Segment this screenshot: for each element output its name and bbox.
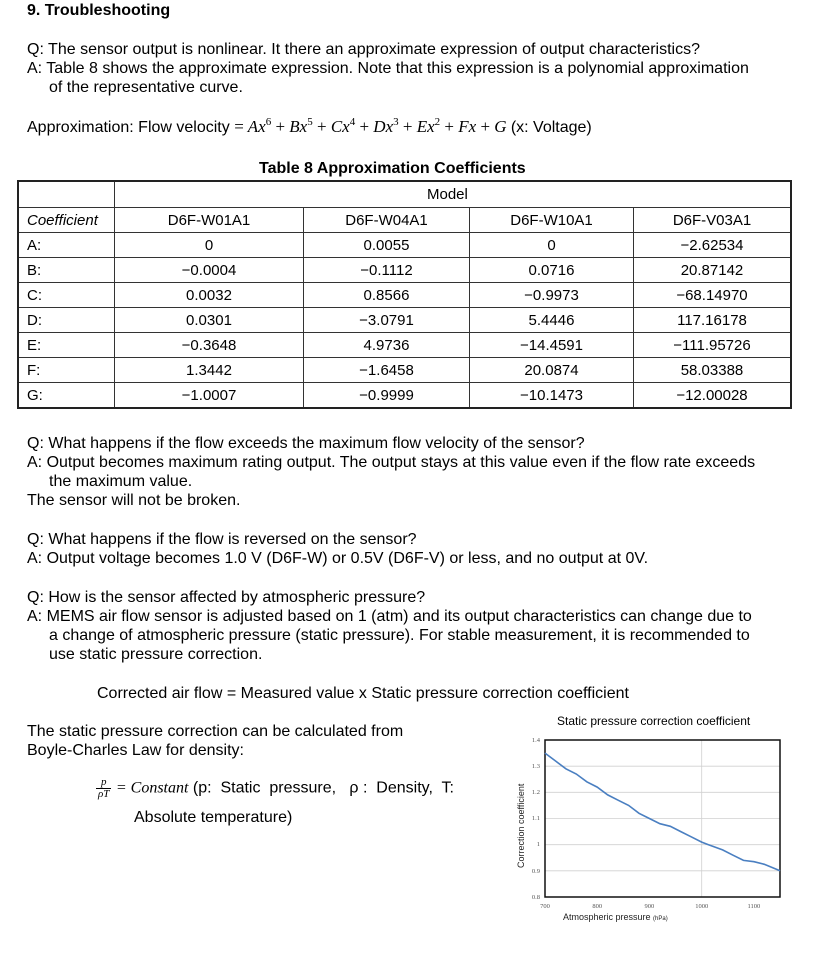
x-axis-ticks: [540, 903, 760, 910]
coefficient-header: Coefficient: [18, 208, 115, 233]
table-cell: 1.3442: [115, 358, 304, 383]
table-row: [18, 358, 791, 383]
table-cell: −0.9999: [304, 383, 470, 409]
term-d: Dx$^3$: [373, 116, 399, 136]
boyle-legend-line1: (p: Static pressure, ρ : Density, T:: [192, 779, 454, 797]
term-a: Ax$^6$: [247, 116, 272, 136]
table-cell: −3.0791: [304, 308, 470, 333]
svg-text:0.8: 0.8: [531, 894, 540, 901]
term-e: Ex$^2$: [416, 116, 441, 136]
faq2-question: Q: What happens if the flow exceeds the maximum flow velocity of the sensor?: [27, 435, 585, 452]
fraction-numerator: p: [96, 777, 111, 789]
table-cell: −1.6458: [304, 358, 470, 383]
faq2-answer-line3: The sensor will not be broken.: [27, 492, 241, 509]
faq2-answer-line2: the maximum value.: [49, 473, 193, 490]
term-g: G: [494, 117, 507, 136]
model-column-header: D6F-W10A1: [470, 208, 634, 233]
table-cell: 5.4446: [470, 308, 634, 333]
chart-title: Static pressure correction coefficient: [557, 714, 751, 728]
table-cell: 0: [470, 233, 634, 258]
faq1-answer-line2: of the representative curve.: [49, 79, 243, 96]
table-cell: 20.0874: [470, 358, 634, 383]
svg-text:0.9: 0.9: [531, 868, 540, 875]
row-label: B:: [18, 258, 115, 283]
svg-text:700: 700: [540, 903, 550, 910]
chart-gridlines: [545, 740, 780, 897]
faq1-answer-line1: A: Table 8 shows the approximate expression. Note that this expression is a polynomial approximation: [27, 60, 749, 77]
svg-text:1.1: 1.1: [531, 815, 540, 822]
term-f: Fx: [458, 117, 477, 136]
table-row: [18, 308, 791, 333]
row-label: C:: [18, 283, 115, 308]
svg-text:1000: 1000: [695, 903, 709, 910]
row-label: G:: [18, 383, 115, 409]
svg-text:1.4: 1.4: [531, 737, 540, 744]
faq4-question: Q: How is the sensor affected by atmospheric pressure?: [27, 589, 426, 606]
table-cell: 0.0032: [115, 283, 304, 308]
table-cell: −68.14970: [634, 283, 792, 308]
term-b: Bx$^5$: [289, 116, 313, 136]
equals-constant: = Constant: [115, 779, 189, 797]
row-label: E:: [18, 333, 115, 358]
table-cell: −14.4591: [470, 333, 634, 358]
polynomial-expression: = Ax$^6$ + Bx$^5$ + Cx$^4$ + Dx$^3$ + Ex$^2$ + Fx + G: [234, 116, 507, 136]
faq3-answer-line1: A: Output voltage becomes 1.0 V (D6F-W) or 0.5V (D6F-V) or less, and no output at 0V.: [27, 550, 649, 567]
correction-coefficient-chart: [505, 730, 795, 930]
fraction-denominator: ρT: [98, 788, 110, 800]
table-cell: 0.8566: [304, 283, 470, 308]
table-row: [18, 333, 791, 358]
approximation-label: Approximation: Flow velocity: [27, 119, 230, 136]
table-cell: −0.0004: [115, 258, 304, 283]
boyle-formula: [96, 777, 454, 800]
boyle-legend-line2: Absolute temperature): [134, 809, 293, 826]
table-cell: 0: [115, 233, 304, 258]
approximation-formula: [27, 117, 592, 137]
table-cell: 4.9736: [304, 333, 470, 358]
table-title: Table 8 Approximation Coefficients: [259, 160, 526, 177]
x-axis-label: Atmospheric pressure (hPa): [563, 912, 668, 922]
table-corner-cell: [18, 181, 115, 208]
model-column-header: D6F-W04A1: [304, 208, 470, 233]
table-row: [18, 383, 791, 409]
approximation-note: (x: Voltage): [510, 119, 592, 136]
density-fraction: [96, 777, 111, 800]
table-cell: −1.0007: [115, 383, 304, 409]
svg-text:1: 1: [536, 841, 540, 848]
table-row: [18, 283, 791, 308]
table-cell: −0.1112: [304, 258, 470, 283]
section-title: 9. Troubleshooting: [27, 2, 171, 19]
svg-text:900: 900: [644, 903, 655, 910]
faq4-answer-line2: a change of atmospheric pressure (static pressure). For stable measurement, it is recommended to: [49, 627, 750, 644]
table-cell: 0.0716: [470, 258, 634, 283]
table-cell: 58.03388: [634, 358, 792, 383]
table-cell: −12.00028: [634, 383, 792, 409]
equals-sign: =: [234, 117, 244, 136]
row-label: D:: [18, 308, 115, 333]
model-column-header: D6F-V03A1: [634, 208, 792, 233]
faq2-answer-line1: A: Output becomes maximum rating output. The output stays at this value even if the flow rate exceeds: [27, 454, 756, 471]
model-column-header: D6F-W01A1: [115, 208, 304, 233]
term-c: Cx$^4$: [330, 116, 356, 136]
table-cell: −0.9973: [470, 283, 634, 308]
table-cell: 117.16178: [634, 308, 792, 333]
row-label: F:: [18, 358, 115, 383]
table-cell: −111.95726: [634, 333, 792, 358]
correction-curve: [545, 753, 780, 871]
table-model-row: [18, 181, 791, 208]
svg-text:800: 800: [592, 903, 603, 910]
table-header-row: [18, 208, 791, 233]
row-label: A:: [18, 233, 115, 258]
table-cell: 20.87142: [634, 258, 792, 283]
svg-text:1100: 1100: [747, 903, 761, 910]
svg-text:1.3: 1.3: [531, 763, 540, 770]
table-row: [18, 233, 791, 258]
faq1-question: Q: The sensor output is nonlinear. It there an approximate expression of output characteristics?: [27, 41, 700, 58]
table-cell: −0.3648: [115, 333, 304, 358]
faq4-answer-line1: A: MEMS air flow sensor is adjusted based on 1 (atm) and its output characteristics can change due to: [27, 608, 752, 625]
faq3-question: Q: What happens if the flow is reversed on the sensor?: [27, 531, 417, 548]
table-row: [18, 258, 791, 283]
boyle-line1: The static pressure correction can be calculated from: [27, 723, 404, 740]
table-cell: −10.1473: [470, 383, 634, 409]
corrected-air-flow-formula: Corrected air flow = Measured value x Static pressure correction coefficient: [97, 685, 629, 702]
y-axis-ticks: [532, 737, 541, 901]
model-header: Model: [115, 181, 792, 208]
coefficient-table: [17, 180, 792, 409]
table-cell: 0.0301: [115, 308, 304, 333]
boyle-line2: Boyle-Charles Law for density:: [27, 742, 244, 759]
table-cell: 0.0055: [304, 233, 470, 258]
y-axis-label: Correction coefficient: [516, 783, 526, 868]
faq4-answer-line3: use static pressure correction.: [49, 646, 263, 663]
svg-text:1.2: 1.2: [531, 789, 540, 796]
table-cell: −2.62534: [634, 233, 792, 258]
